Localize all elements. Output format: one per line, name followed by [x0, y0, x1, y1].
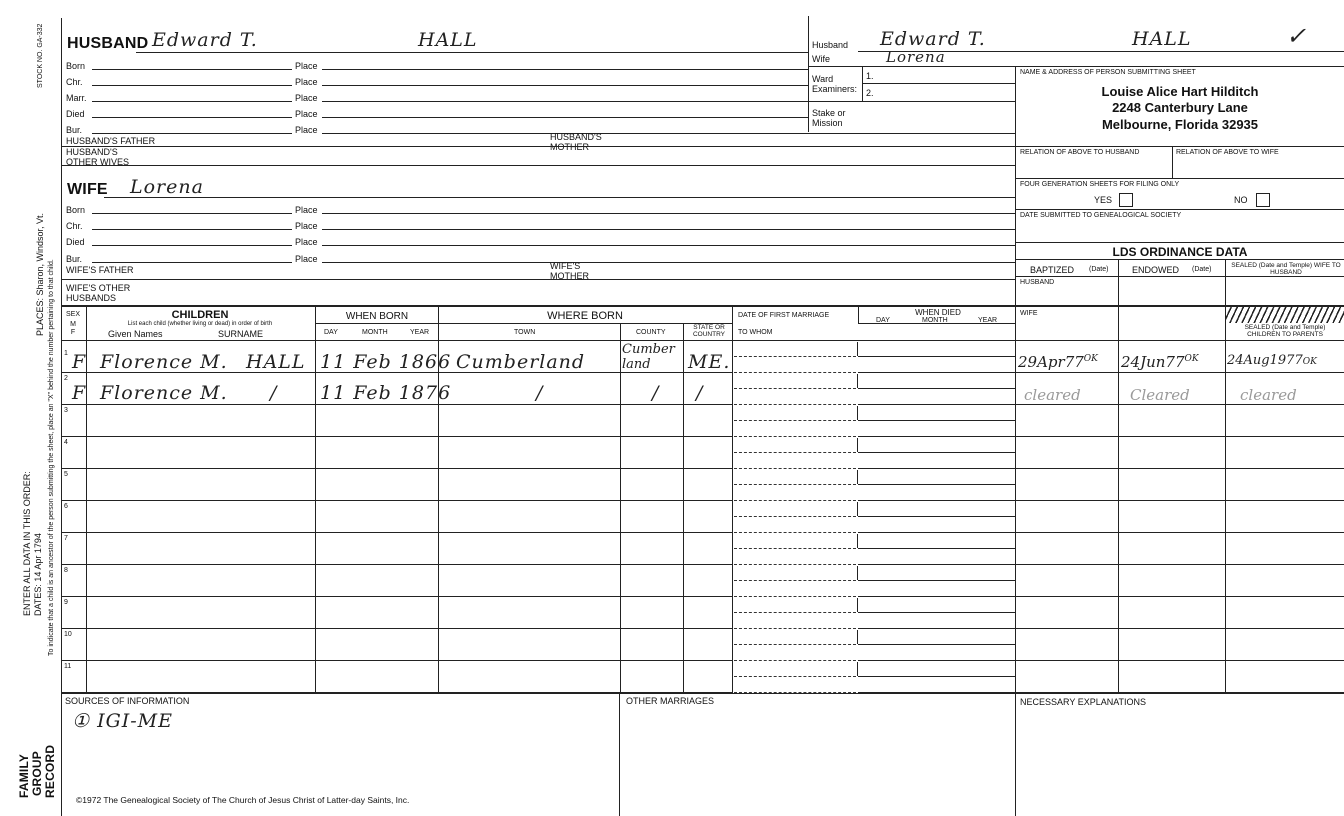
when-born-header: WHEN BORN	[345, 311, 409, 322]
row-2-born: 11 Feb 1876	[320, 382, 452, 404]
children-note: List each child (whether living or dead) in order of birth	[127, 321, 273, 327]
husband-born-place-label: Place	[295, 61, 318, 71]
died-date-line	[858, 580, 1015, 581]
died-box-edge	[857, 438, 858, 452]
no-checkbox[interactable]	[1256, 193, 1270, 207]
died-place-line	[858, 404, 1015, 405]
marriage-date-line	[734, 484, 856, 485]
born-year-header: YEAR	[410, 329, 430, 336]
row-2-given: Florence M.	[100, 382, 228, 404]
sex-mf-header: M F	[70, 321, 76, 336]
row-1-surname: HALL	[246, 351, 306, 373]
four-gen-label: FOUR GENERATION SHEETS FOR FILING ONLY	[1020, 181, 1180, 188]
row-number: 9	[64, 599, 68, 606]
died-box-edge	[857, 406, 858, 420]
baptized-date-label: (Date)	[1089, 266, 1109, 273]
row-2-county: /	[652, 382, 660, 404]
died-date-line	[858, 452, 1015, 453]
marriage-date-line	[734, 452, 856, 453]
row-1-sealed: 24Aug1977OK	[1227, 353, 1317, 368]
row-number: 11	[64, 663, 72, 670]
yes-checkbox[interactable]	[1119, 193, 1133, 207]
header-husband-surname: HALL	[1132, 28, 1192, 50]
stock-number: STOCK NO. GA-332	[37, 23, 44, 88]
endowed-label: ENDOWED	[1132, 265, 1179, 275]
town-header: TOWN	[514, 329, 536, 336]
lds-row-divider	[1016, 532, 1344, 533]
lds-row-divider	[1016, 404, 1344, 405]
marriage-whom-line	[734, 404, 856, 405]
died-place-line	[858, 660, 1015, 661]
marriage-date-line	[734, 580, 856, 581]
ward-examiner-2: 2.	[866, 88, 874, 98]
died-box-edge	[857, 630, 858, 644]
died-place-line	[858, 468, 1015, 469]
lds-title: LDS ORDINANCE DATA	[1112, 245, 1248, 259]
husband-bur-label: Bur.	[66, 125, 83, 135]
given-names-header: Given Names	[108, 329, 163, 339]
born-day-header: DAY	[324, 329, 338, 336]
husband-chr-place-label: Place	[295, 77, 318, 87]
record-title-2: GROUP	[30, 750, 44, 796]
wife-born-label: Born	[66, 205, 86, 215]
husband-bur-place-label: Place	[295, 125, 318, 135]
header-wife-label: Wife	[812, 54, 830, 64]
marriage-whom-line	[734, 532, 856, 533]
row-number: 6	[64, 503, 68, 510]
endowed-date-label: (Date)	[1192, 266, 1212, 273]
died-date-line	[858, 676, 1015, 677]
died-year-header: YEAR	[978, 317, 998, 324]
wife-title: WIFE	[67, 181, 108, 198]
row-1-endowed: $24Jun77^{OK}$	[1121, 353, 1199, 371]
header-husband-given: Edward T.	[880, 28, 986, 50]
when-died-header: WHEN DIED	[915, 308, 961, 317]
marriage-date-line	[734, 548, 856, 549]
wife-born-place-label: Place	[295, 205, 318, 215]
where-born-header: WHERE BORN	[547, 310, 623, 322]
husband-surname: HALL	[418, 29, 478, 51]
row-number: 10	[64, 631, 72, 638]
died-month-header: MONTH	[922, 317, 948, 324]
crosshatch-block	[1226, 307, 1344, 323]
relation-husband-label: RELATION OF ABOVE TO HUSBAND	[1020, 149, 1140, 156]
died-box-edge	[857, 342, 858, 356]
state-header: STATE OR COUNTRY	[692, 324, 726, 338]
row-number: 2	[64, 375, 68, 382]
other-marriages-label: OTHER MARRIAGES	[626, 696, 715, 706]
row-1-town: Cumberland	[456, 351, 586, 373]
died-box-edge	[857, 566, 858, 580]
died-date-line	[858, 548, 1015, 549]
relation-wife-label: RELATION OF ABOVE TO WIFE	[1176, 149, 1279, 156]
row-1-baptized: $29Apr77^{OK}$	[1018, 353, 1098, 371]
wife-died-place-label: Place	[295, 237, 318, 247]
died-place-line	[858, 500, 1015, 501]
sources-label: SOURCES OF INFORMATION	[65, 696, 190, 706]
row-1-state: ME.	[688, 351, 731, 373]
died-date-line	[858, 388, 1015, 389]
marriage-whom-line	[734, 468, 856, 469]
lds-wife-row-label: WIFE	[1020, 310, 1038, 317]
husband-died-place-label: Place	[295, 109, 318, 119]
died-date-line	[858, 484, 1015, 485]
marriage-date-line	[734, 676, 856, 677]
sealed-children-label: SEALED (Date and Temple) CHILDREN TO PARENTS	[1244, 324, 1326, 338]
row-number: 4	[64, 439, 68, 446]
husband-chr-label: Chr.	[66, 77, 83, 87]
marriage-whom-line	[734, 564, 856, 565]
died-box-edge	[857, 374, 858, 388]
row-divider	[62, 596, 732, 597]
marriage-whom-line	[734, 372, 856, 373]
died-place-line	[858, 532, 1015, 533]
marriage-whom-line	[734, 596, 856, 597]
lds-row-divider	[1016, 372, 1344, 373]
lds-row-divider	[1016, 596, 1344, 597]
row-divider	[62, 532, 732, 533]
county-header: COUNTY	[636, 329, 666, 336]
died-date-line	[858, 644, 1015, 645]
wife-bur-label: Bur.	[66, 254, 83, 264]
marriage-whom-line	[734, 436, 856, 437]
header-wife-name: Lorena	[886, 48, 946, 66]
child-ancestor-note: To indicate that a child is an ancestor of the person submitting the sheet, place an "X" behind the number pertaining to that child.	[48, 259, 55, 656]
marriage-whom-line	[734, 628, 856, 629]
lds-row-divider	[1016, 500, 1344, 501]
sources-value: ① IGI-ME	[72, 710, 174, 732]
row-divider	[62, 436, 732, 437]
died-place-line	[858, 372, 1015, 373]
marriage-date-line	[734, 612, 856, 613]
lds-row-divider	[1016, 564, 1344, 565]
row-divider	[62, 468, 732, 469]
row-divider	[62, 404, 732, 405]
first-marriage-header: DATE OF FIRST MARRIAGE	[738, 312, 830, 319]
submitter-street: 2248 Canterbury Lane	[1112, 100, 1248, 115]
husband-father-label: HUSBAND'S FATHER	[66, 136, 156, 146]
marriage-date-line	[734, 356, 856, 357]
ward-examiners-label: Ward Examiners:	[812, 74, 858, 94]
enter-order-note: ENTER ALL DATA IN THIS ORDER:	[22, 471, 32, 616]
submitter-label: NAME & ADDRESS OF PERSON SUBMITTING SHEET	[1020, 69, 1196, 76]
died-place-line	[858, 436, 1015, 437]
no-label: NO	[1234, 195, 1248, 205]
row-divider	[62, 564, 732, 565]
died-date-line	[858, 516, 1015, 517]
sealed-wife-label: SEALED (Date and Temple) WIFE TO HUSBAND	[1231, 262, 1341, 276]
died-box-edge	[857, 598, 858, 612]
row-number: 7	[64, 535, 68, 542]
row-divider	[62, 500, 732, 501]
wife-father-label: WIFE'S FATHER	[66, 265, 134, 275]
lds-row-divider	[1016, 660, 1344, 661]
surname-header: SURNAME	[218, 329, 264, 339]
husband-given-name: Edward T.	[152, 29, 258, 51]
died-day-header: DAY	[876, 317, 890, 324]
died-place-line	[858, 564, 1015, 565]
frame-mid-top	[808, 16, 809, 132]
yes-label: YES	[1094, 195, 1113, 205]
husband-other-wives-label: HUSBAND'S OTHER WIVES	[66, 147, 130, 167]
places-note: PLACES: Sharon, Windsor, Vt.	[35, 212, 45, 336]
row-2-sealed: cleared	[1240, 386, 1297, 404]
husband-marr-place-label: Place	[295, 93, 318, 103]
husband-mother-label: HUSBAND'S MOTHER	[550, 132, 602, 152]
row-2-baptized: cleared	[1024, 386, 1081, 404]
died-box-edge	[857, 470, 858, 484]
row-number: 5	[64, 471, 68, 478]
husband-born-label: Born	[66, 61, 86, 71]
dates-note: DATES: 14 Apr 1794	[33, 533, 43, 616]
baptized-label: BAPTIZED	[1030, 265, 1075, 275]
wife-other-husbands-label: WIFE'S OTHER HUSBANDS	[66, 283, 131, 303]
row-divider	[62, 660, 732, 661]
row-1-sex: F	[72, 351, 87, 373]
wife-died-label: Died	[66, 237, 85, 247]
died-date-line	[858, 356, 1015, 357]
wife-bur-place-label: Place	[295, 254, 318, 264]
died-box-edge	[857, 502, 858, 516]
lds-row-divider	[1016, 628, 1344, 629]
check-mark: ✓	[1286, 22, 1308, 50]
died-box-edge	[857, 534, 858, 548]
died-box-edge	[857, 662, 858, 676]
lds-row-divider	[1016, 468, 1344, 469]
row-2-town: /	[536, 382, 544, 404]
marriage-date-line	[734, 388, 856, 389]
submitter-city: Melbourne, Florida 32935	[1101, 117, 1259, 132]
died-place-line	[858, 596, 1015, 597]
header-husband-label: Husband	[812, 40, 849, 50]
died-place-line	[858, 628, 1015, 629]
ward-examiner-1: 1.	[866, 71, 874, 81]
marriage-date-line	[734, 516, 856, 517]
died-date-line	[858, 420, 1015, 421]
wife-mother-label: WIFE'S MOTHER	[550, 261, 589, 281]
husband-marr-label: Marr.	[66, 93, 87, 103]
wife-chr-place-label: Place	[295, 221, 318, 231]
marriage-whom-line	[734, 500, 856, 501]
stake-mission-label: Stake or Mission	[812, 108, 846, 128]
lds-row-divider	[1016, 436, 1344, 437]
wife-chr-label: Chr.	[66, 221, 83, 231]
husband-died-label: Died	[66, 109, 85, 119]
row-1-county: Cumber land	[622, 342, 675, 372]
born-month-header: MONTH	[362, 329, 388, 336]
row-2-state: /	[696, 382, 704, 404]
wife-given-name: Lorena	[130, 176, 204, 198]
row-number: 8	[64, 567, 68, 574]
died-date-line	[858, 612, 1015, 613]
husband-title: HUSBAND	[67, 35, 149, 52]
date-submitted-label: DATE SUBMITTED TO GENEALOGICAL SOCIETY	[1020, 212, 1182, 219]
explanations-label: NECESSARY EXPLANATIONS	[1020, 697, 1147, 707]
copyright: ©1972 The Genealogical Society of The Church of Jesus Christ of Latter-day Saints, Inc.	[76, 795, 410, 805]
sex-header: SEX	[66, 311, 81, 318]
frame-left	[61, 18, 62, 816]
row-1-given: Florence M.	[100, 351, 228, 373]
row-1-born: 11 Feb 1866	[320, 351, 452, 373]
marriage-whom-line	[734, 660, 856, 661]
children-header: CHILDREN	[171, 309, 229, 321]
row-1-number: 1	[64, 350, 68, 357]
row-2-sex: F	[72, 382, 87, 404]
row-number: 3	[64, 407, 68, 414]
record-title-3: RECORD	[43, 744, 57, 798]
row-divider	[62, 628, 732, 629]
record-title-1: FAMILY	[17, 753, 31, 798]
marriage-date-line	[734, 420, 856, 421]
to-whom-header: TO WHOM	[738, 329, 773, 336]
lds-husband-row-label: HUSBAND	[1020, 279, 1055, 286]
submitter-name: Louise Alice Hart Hilditch	[1101, 84, 1259, 99]
row-2-surname: /	[270, 382, 278, 404]
marriage-date-line	[734, 644, 856, 645]
row-2-endowed: Cleared	[1130, 386, 1190, 404]
